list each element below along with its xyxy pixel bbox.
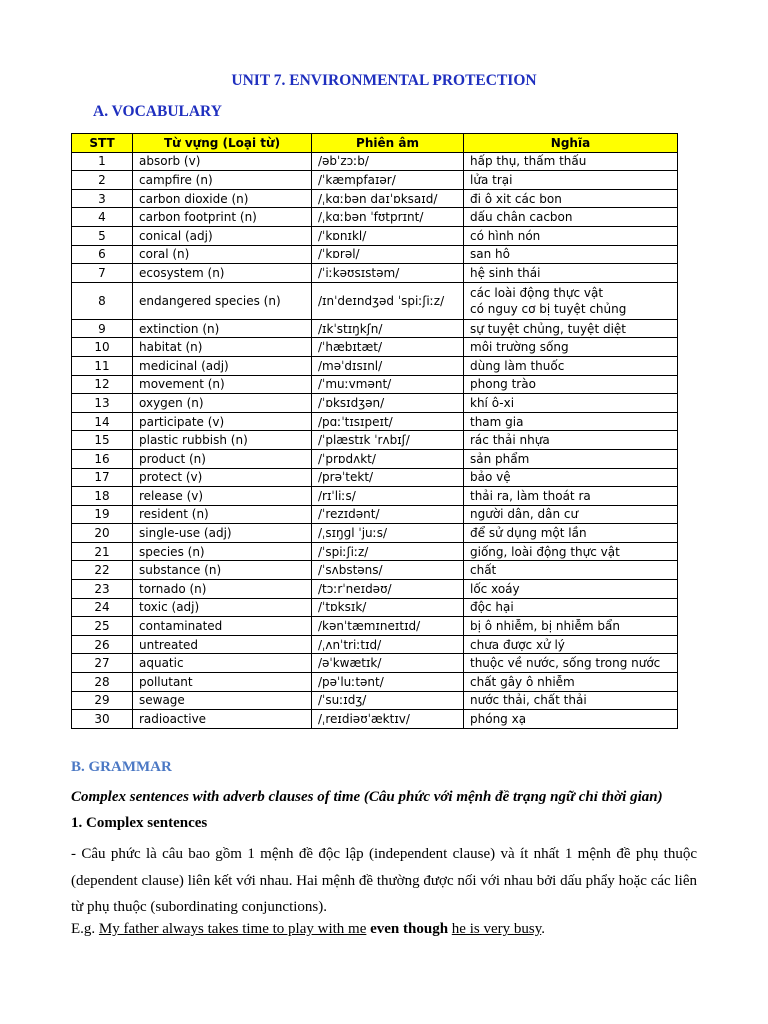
table-row: [72, 673, 678, 692]
cell-pronunciation: /ˌreɪdiəʊˈæktɪv/: [312, 710, 464, 729]
cell-stt: 27: [72, 654, 133, 673]
table-row: [72, 282, 678, 319]
cell-pronunciation: /ˈplæstɪk ˈrʌbɪʃ/: [312, 431, 464, 450]
table-row: [72, 505, 678, 524]
example-connector: even though: [370, 921, 449, 937]
cell-word: coral (n): [133, 245, 312, 264]
cell-word: protect (v): [133, 468, 312, 487]
cell-word: campfire (n): [133, 171, 312, 190]
header-stt: STT: [72, 134, 133, 153]
table-row: [72, 617, 678, 636]
section-heading-vocabulary: A. VOCABULARY: [93, 103, 222, 120]
cell-pronunciation: /ˈspiːʃiːz/: [312, 542, 464, 561]
table-header-row: [72, 134, 678, 153]
table-row: [72, 580, 678, 599]
cell-word: pollutant: [133, 673, 312, 692]
cell-stt: 29: [72, 691, 133, 710]
table-row: [72, 171, 678, 190]
table-row: [72, 412, 678, 431]
table-row: [72, 449, 678, 468]
table-row: [72, 431, 678, 450]
cell-pronunciation: /ˌʌnˈtriːtɪd/: [312, 635, 464, 654]
cell-word: participate (v): [133, 412, 312, 431]
subsection-heading: 1. Complex sentences: [71, 815, 208, 831]
cell-word: absorb (v): [133, 152, 312, 171]
table-row: [72, 226, 678, 245]
grammar-topic-heading: Complex sentences with adverb clauses of time (Câu phức với mệnh đề trạng ngữ chỉ thời gian): [71, 789, 663, 805]
cell-meaning: để sử dụng một lần: [464, 524, 678, 543]
cell-stt: 19: [72, 505, 133, 524]
cell-word: oxygen (n): [133, 394, 312, 413]
page-title: UNIT 7. ENVIRONMENTAL PROTECTION: [231, 72, 537, 89]
cell-stt: 16: [72, 449, 133, 468]
table-row: [72, 598, 678, 617]
cell-meaning: bị ô nhiễm, bị nhiễm bẩn: [464, 617, 678, 636]
table-row: [72, 264, 678, 283]
cell-meaning: đi ô xit các bon: [464, 189, 678, 208]
cell-pronunciation: /məˈdɪsɪnl/: [312, 356, 464, 375]
table-row: [72, 152, 678, 171]
cell-word: movement (n): [133, 375, 312, 394]
cell-pronunciation: /ˈiːkəʊsɪstəm/: [312, 264, 464, 283]
table-row: [72, 487, 678, 506]
cell-word: extinction (n): [133, 319, 312, 338]
cell-stt: 21: [72, 542, 133, 561]
cell-pronunciation: /əbˈzɔːb/: [312, 152, 464, 171]
cell-meaning: nước thải, chất thải: [464, 691, 678, 710]
cell-word: product (n): [133, 449, 312, 468]
cell-stt: 25: [72, 617, 133, 636]
cell-stt: 26: [72, 635, 133, 654]
cell-stt: 13: [72, 394, 133, 413]
cell-pronunciation: /ˈprɒdʌkt/: [312, 449, 464, 468]
table-row: [72, 468, 678, 487]
cell-stt: 22: [72, 561, 133, 580]
cell-pronunciation: /pɑːˈtɪsɪpeɪt/: [312, 412, 464, 431]
cell-word: medicinal (adj): [133, 356, 312, 375]
cell-stt: 24: [72, 598, 133, 617]
cell-pronunciation: /ˈsuːɪdʒ/: [312, 691, 464, 710]
cell-word: radioactive: [133, 710, 312, 729]
cell-meaning: san hô: [464, 245, 678, 264]
cell-word: release (v): [133, 487, 312, 506]
cell-word: contaminated: [133, 617, 312, 636]
table-row: [72, 319, 678, 338]
example-main-clause: My father always takes time to play with me: [98, 921, 367, 937]
cell-word: carbon dioxide (n): [133, 189, 312, 208]
cell-pronunciation: /ˌsɪŋɡl ˈjuːs/: [312, 524, 464, 543]
cell-pronunciation: /ɪkˈstɪŋkʃn/: [312, 319, 464, 338]
table-row: [72, 691, 678, 710]
cell-stt: 20: [72, 524, 133, 543]
cell-stt: 3: [72, 189, 133, 208]
cell-meaning: dùng làm thuốc: [464, 356, 678, 375]
cell-word: plastic rubbish (n): [133, 431, 312, 450]
cell-pronunciation: /ˈɒksɪdʒən/: [312, 394, 464, 413]
cell-word: ecosystem (n): [133, 264, 312, 283]
cell-stt: 4: [72, 208, 133, 227]
cell-meaning-line: có nguy cơ bị tuyệt chủng: [470, 301, 627, 316]
cell-word: untreated: [133, 635, 312, 654]
cell-word: aquatic: [133, 654, 312, 673]
cell-meaning: giống, loài động thực vật: [464, 542, 678, 561]
cell-stt: 1: [72, 152, 133, 171]
cell-pronunciation: /ˈkɒnɪkl/: [312, 226, 464, 245]
cell-pronunciation: /kənˈtæmɪneɪtɪd/: [312, 617, 464, 636]
cell-meaning: phong trào: [464, 375, 678, 394]
table-row: [72, 394, 678, 413]
example-end: .: [541, 921, 545, 937]
cell-stt: 28: [72, 673, 133, 692]
cell-meaning: môi trường sống: [464, 338, 678, 357]
cell-stt: 8: [72, 282, 133, 319]
cell-meaning: rác thải nhựa: [464, 431, 678, 450]
cell-pronunciation: /prəˈtekt/: [312, 468, 464, 487]
header-pronunciation: Phiên âm: [312, 134, 464, 153]
cell-meaning: chưa được xử lý: [464, 635, 678, 654]
table-row: [72, 635, 678, 654]
cell-stt: 6: [72, 245, 133, 264]
cell-meaning: thải ra, làm thoát ra: [464, 487, 678, 506]
table-row: [72, 245, 678, 264]
cell-stt: 2: [72, 171, 133, 190]
cell-word: species (n): [133, 542, 312, 561]
cell-word: endangered species (n): [133, 282, 312, 319]
cell-pronunciation: /ˈkæmpfaɪər/: [312, 171, 464, 190]
cell-stt: 23: [72, 580, 133, 599]
cell-pronunciation: /ˈmuːvmənt/: [312, 375, 464, 394]
cell-meaning: chất: [464, 561, 678, 580]
cell-meaning: khí ô-xi: [464, 394, 678, 413]
cell-pronunciation: /ˌkɑːbən daɪˈɒksaɪd/: [312, 189, 464, 208]
cell-pronunciation: /ˌkɑːbən ˈfʊtprɪnt/: [312, 208, 464, 227]
vocabulary-table: [71, 133, 678, 729]
cell-pronunciation: /ˈkɒrəl/: [312, 245, 464, 264]
cell-word: resident (n): [133, 505, 312, 524]
table-row: [72, 189, 678, 208]
cell-stt: 17: [72, 468, 133, 487]
table-row: [72, 710, 678, 729]
table-row: [72, 561, 678, 580]
cell-pronunciation: /ˈrezɪdənt/: [312, 505, 464, 524]
example-sub-clause: he is very busy: [451, 921, 542, 937]
explanation-paragraph: - Câu phức là câu bao gồm 1 mệnh đề độc lập (independent clause) và ít nhất 1 mệnh đề phụ thuộc (dependent clause) liên kết với nhau. Hai mệnh đề thường được nối với nhau bởi dấu phẩy hoặc các liên từ phụ thuộc (subordinating conjunctions).: [71, 846, 697, 915]
cell-meaning: [464, 282, 678, 319]
cell-stt: 14: [72, 412, 133, 431]
table-row: [72, 375, 678, 394]
cell-meaning: tham gia: [464, 412, 678, 431]
example-prefix: E.g.: [71, 921, 99, 937]
table-row: [72, 356, 678, 375]
cell-pronunciation: /ˈtɒksɪk/: [312, 598, 464, 617]
header-meaning: Nghĩa: [464, 134, 678, 153]
table-row: [72, 524, 678, 543]
cell-stt: 12: [72, 375, 133, 394]
cell-stt: 18: [72, 487, 133, 506]
cell-meaning: phóng xạ: [464, 710, 678, 729]
cell-meaning: lửa trại: [464, 171, 678, 190]
cell-pronunciation: /ˈsʌbstəns/: [312, 561, 464, 580]
cell-word: substance (n): [133, 561, 312, 580]
cell-meaning: chất gây ô nhiễm: [464, 673, 678, 692]
cell-meaning: hấp thụ, thấm thấu: [464, 152, 678, 171]
cell-meaning: độc hại: [464, 598, 678, 617]
cell-word: sewage: [133, 691, 312, 710]
cell-stt: 9: [72, 319, 133, 338]
cell-meaning: bảo vệ: [464, 468, 678, 487]
cell-meaning: lốc xoáy: [464, 580, 678, 599]
cell-pronunciation: /pəˈluːtənt/: [312, 673, 464, 692]
cell-word: habitat (n): [133, 338, 312, 357]
header-word: Từ vựng (Loại từ): [133, 134, 312, 153]
cell-meaning: hệ sinh thái: [464, 264, 678, 283]
cell-meaning: sản phẩm: [464, 449, 678, 468]
table-row: [72, 208, 678, 227]
cell-meaning: có hình nón: [464, 226, 678, 245]
section-heading-grammar: B. GRAMMAR: [71, 759, 172, 775]
table-row: [72, 542, 678, 561]
cell-word: carbon footprint (n): [133, 208, 312, 227]
cell-word: conical (adj): [133, 226, 312, 245]
cell-pronunciation: /əˈkwætɪk/: [312, 654, 464, 673]
cell-pronunciation: /ˈhæbɪtæt/: [312, 338, 464, 357]
example-sentence: [71, 921, 545, 938]
cell-pronunciation: /ɪnˈdeɪndʒəd ˈspiːʃiːz/: [312, 282, 464, 319]
cell-word: tornado (n): [133, 580, 312, 599]
cell-word: single-use (adj): [133, 524, 312, 543]
cell-pronunciation: /tɔːrˈneɪdəʊ/: [312, 580, 464, 599]
cell-stt: 11: [72, 356, 133, 375]
cell-stt: 15: [72, 431, 133, 450]
cell-pronunciation: /rɪˈliːs/: [312, 487, 464, 506]
cell-stt: 10: [72, 338, 133, 357]
table-row: [72, 654, 678, 673]
cell-meaning: thuộc về nước, sống trong nước: [464, 654, 678, 673]
table-row: [72, 338, 678, 357]
cell-stt: 7: [72, 264, 133, 283]
cell-stt: 30: [72, 710, 133, 729]
cell-word: toxic (adj): [133, 598, 312, 617]
cell-meaning: sự tuyệt chủng, tuyệt diệt: [464, 319, 678, 338]
table-body: [72, 152, 678, 728]
cell-meaning: dấu chân cacbon: [464, 208, 678, 227]
cell-meaning: người dân, dân cư: [464, 505, 678, 524]
cell-stt: 5: [72, 226, 133, 245]
cell-meaning-line: các loài động thực vật: [470, 285, 604, 300]
